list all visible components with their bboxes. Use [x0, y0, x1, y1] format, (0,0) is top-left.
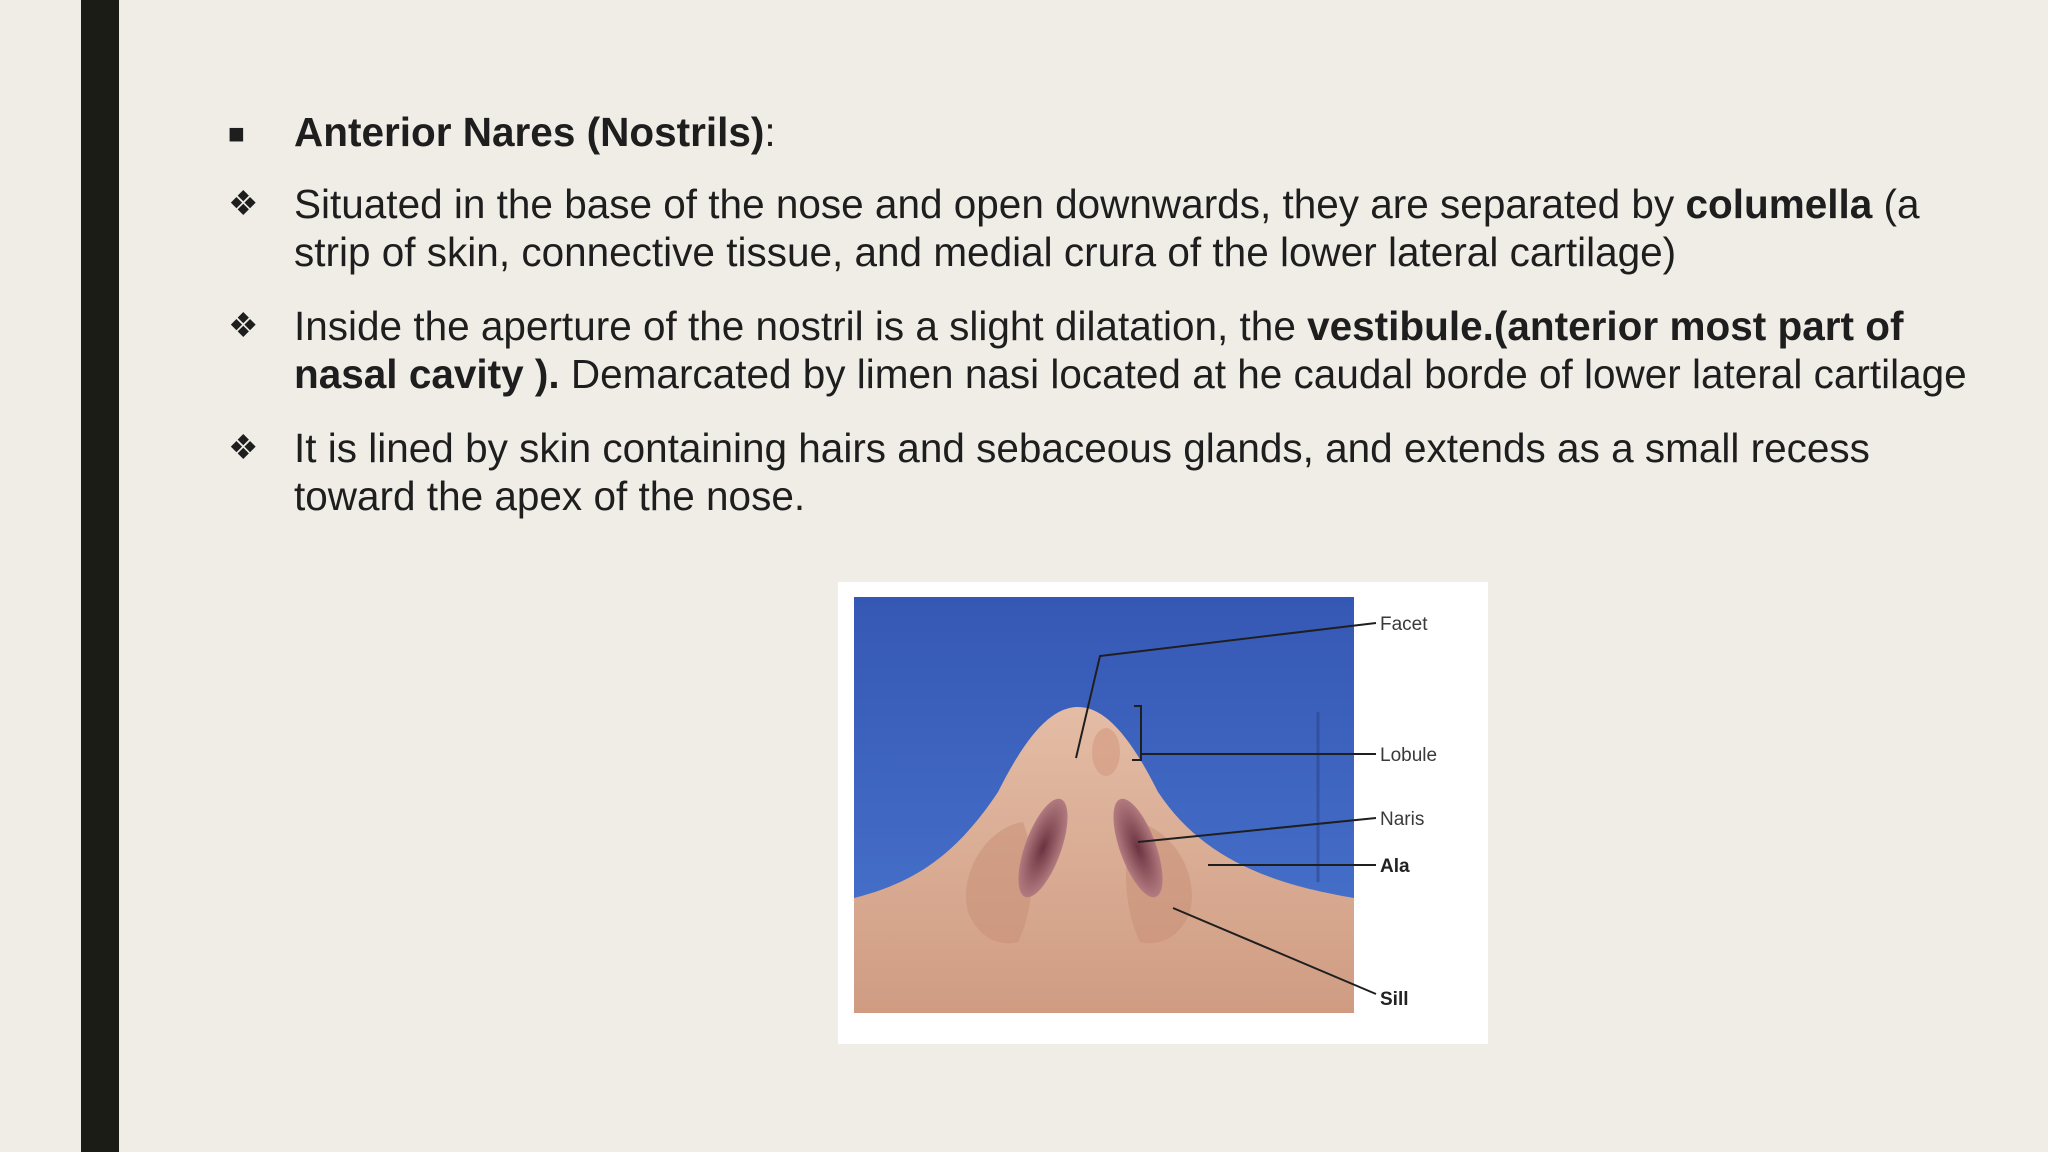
bullet-bold-term: vestibule.(anterior most part of nasal cavity ).: [294, 303, 1904, 397]
label-naris: Naris: [1380, 809, 1425, 830]
label-facet: Facet: [1380, 614, 1428, 635]
bullet-text: Inside the aperture of the nostril is a slight dilatation, the: [294, 303, 1308, 349]
section-heading: [228, 108, 1988, 156]
nose-illustration: [838, 582, 1488, 1044]
left-accent-bar: [81, 0, 119, 1152]
diamond-bullet-icon: ❖: [228, 429, 259, 467]
bullet-columella: [228, 180, 1988, 276]
slide-content: [228, 108, 1988, 546]
bullet-text: (a strip of skin, connective tissue, and medial crura of the lower lateral cartilage): [294, 181, 1920, 275]
bullet-lining: [228, 424, 1988, 520]
bullet-vestibule: [228, 302, 1988, 398]
diamond-bullet-icon: ❖: [228, 307, 259, 345]
heading-colon: :: [764, 109, 776, 155]
bullet-text: Situated in the base of the nose and open downwards, they are separated by: [294, 181, 1686, 227]
label-lobule: Lobule: [1380, 745, 1438, 766]
bullet-text: Demarcated by limen nasi located at he caudal borde of lower lateral cartilage: [559, 351, 1967, 397]
label-sill: Sill: [1380, 989, 1409, 1010]
bullet-text: It is lined by skin containing hairs and sebaceous glands, and extends as a small recess toward the apex of the nose.: [294, 425, 1870, 519]
diamond-bullet-icon: ❖: [228, 185, 259, 223]
bullet-bold-term: columella: [1685, 181, 1873, 227]
label-ala: Ala: [1380, 856, 1410, 877]
nose-anatomy-figure: [838, 582, 1488, 1044]
heading-title: Anterior Nares (Nostrils): [294, 109, 765, 155]
square-bullet-icon: ■: [228, 118, 245, 149]
